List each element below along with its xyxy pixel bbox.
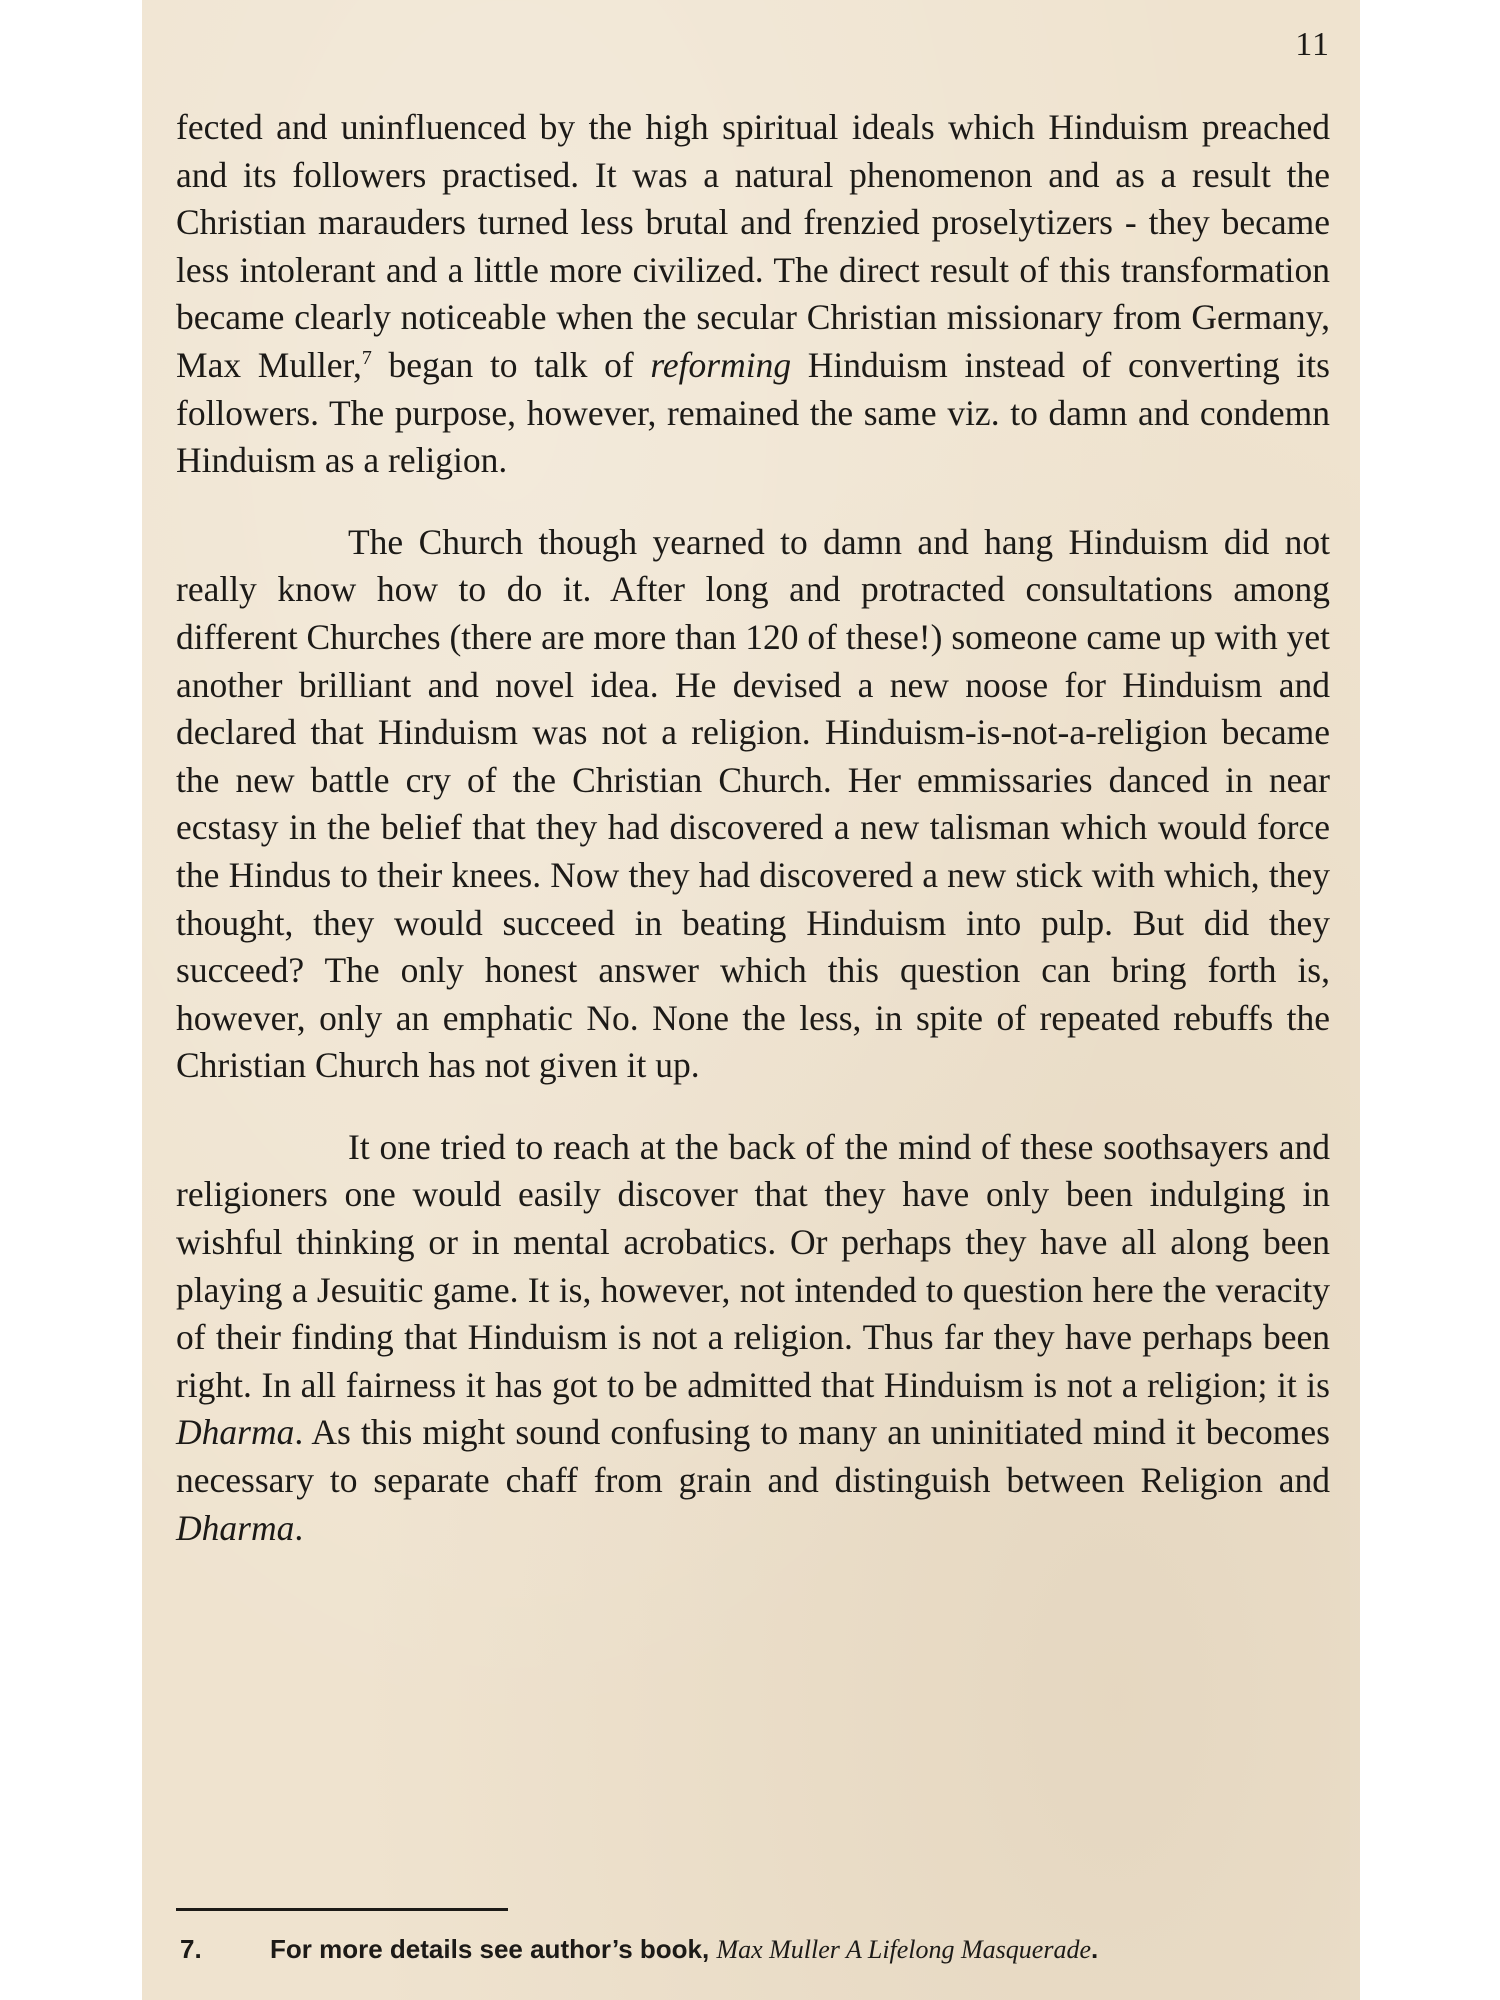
emphasis-dharma-1: Dharma (176, 1412, 295, 1453)
footnote-number: 7. (180, 1934, 202, 1964)
paragraph-1-text-c: Hinduism instead of converting its followers. The purpose, however, remained the same viz. to damn and condemn Hinduism as a religion. (176, 344, 1330, 481)
paragraph-1-text-b: began to talk of (371, 344, 651, 385)
book-page (142, 0, 1360, 2000)
paragraph-3-text-c: . (294, 1507, 304, 1548)
footnote-book-title: Max Muller A Lifelong Masquerade (716, 1935, 1092, 1964)
paragraph-2: The Church though yearned to damn and hang Hinduism did not really know how to do it. After long and protracted consultations among different Churches (there are more than 120 of these!) someone came up with yet another brilliant and novel idea. He devised a new noose for Hinduism and declared that Hinduism was not a religion. Hinduism-is-not-a-religion became the new battle cry of the Christian Church. Her emmissaries danced in near ecstasy in the belief that they had discovered a new talisman which would force the Hindus to their knees. Now they had discovered a new stick with which, they thought, they would succeed in beating Hinduism into pulp. But did they succeed? The only honest answer which this question can bring forth is, however, only an emphatic No. None the less, in spite of repeated rebuffs the Christian Church has not given it up. (176, 521, 1330, 1086)
emphasis-reforming: reforming (650, 344, 792, 385)
page-number: 11 (1295, 26, 1330, 63)
paragraph-3 (176, 1124, 1330, 1552)
paragraph-3-text-a: It one tried to reach at the back of the mind of these soothsayers and religioners one would easily discover that they have only been indulging in wishful thinking or in mental acrobatics. Or perhaps they have all along been playing a Jesuitic game. It is, however, not intended to question here the veracity of their finding that Hinduism is not a religion. Thus far they have perhaps been right. In all fairness it has got to be admitted that Hinduism is not a religion; it is (176, 1126, 1330, 1405)
footnote-divider (176, 1908, 508, 1911)
paragraph-3-text-b: . As this might sound confusing to many an uninitiated mind it becomes necessary to separate chaff from grain and distinguish between Religion and (176, 1412, 1330, 1501)
footnote-end: . (1091, 1934, 1099, 1964)
paragraph-1 (176, 104, 1330, 485)
footnote-text: For more details see author’s book, (270, 1934, 717, 1964)
footnote (180, 1932, 1320, 1967)
footnote-reference: 7 (361, 347, 372, 370)
paragraph-1-text-a: fected and uninfluenced by the high spiritual ideals which Hinduism preached and its followers practised. It was a natural phenomenon and as a result the Christian marauders turned less brutal and frenzied proselytizers - they became less intolerant and a little more civilized. The direct result of this transformation became clearly noticeable when the secular Christian missionary from Germany, Max Muller, (176, 107, 1330, 385)
emphasis-dharma-2: Dharma (176, 1507, 295, 1548)
body-text (176, 104, 1330, 1552)
